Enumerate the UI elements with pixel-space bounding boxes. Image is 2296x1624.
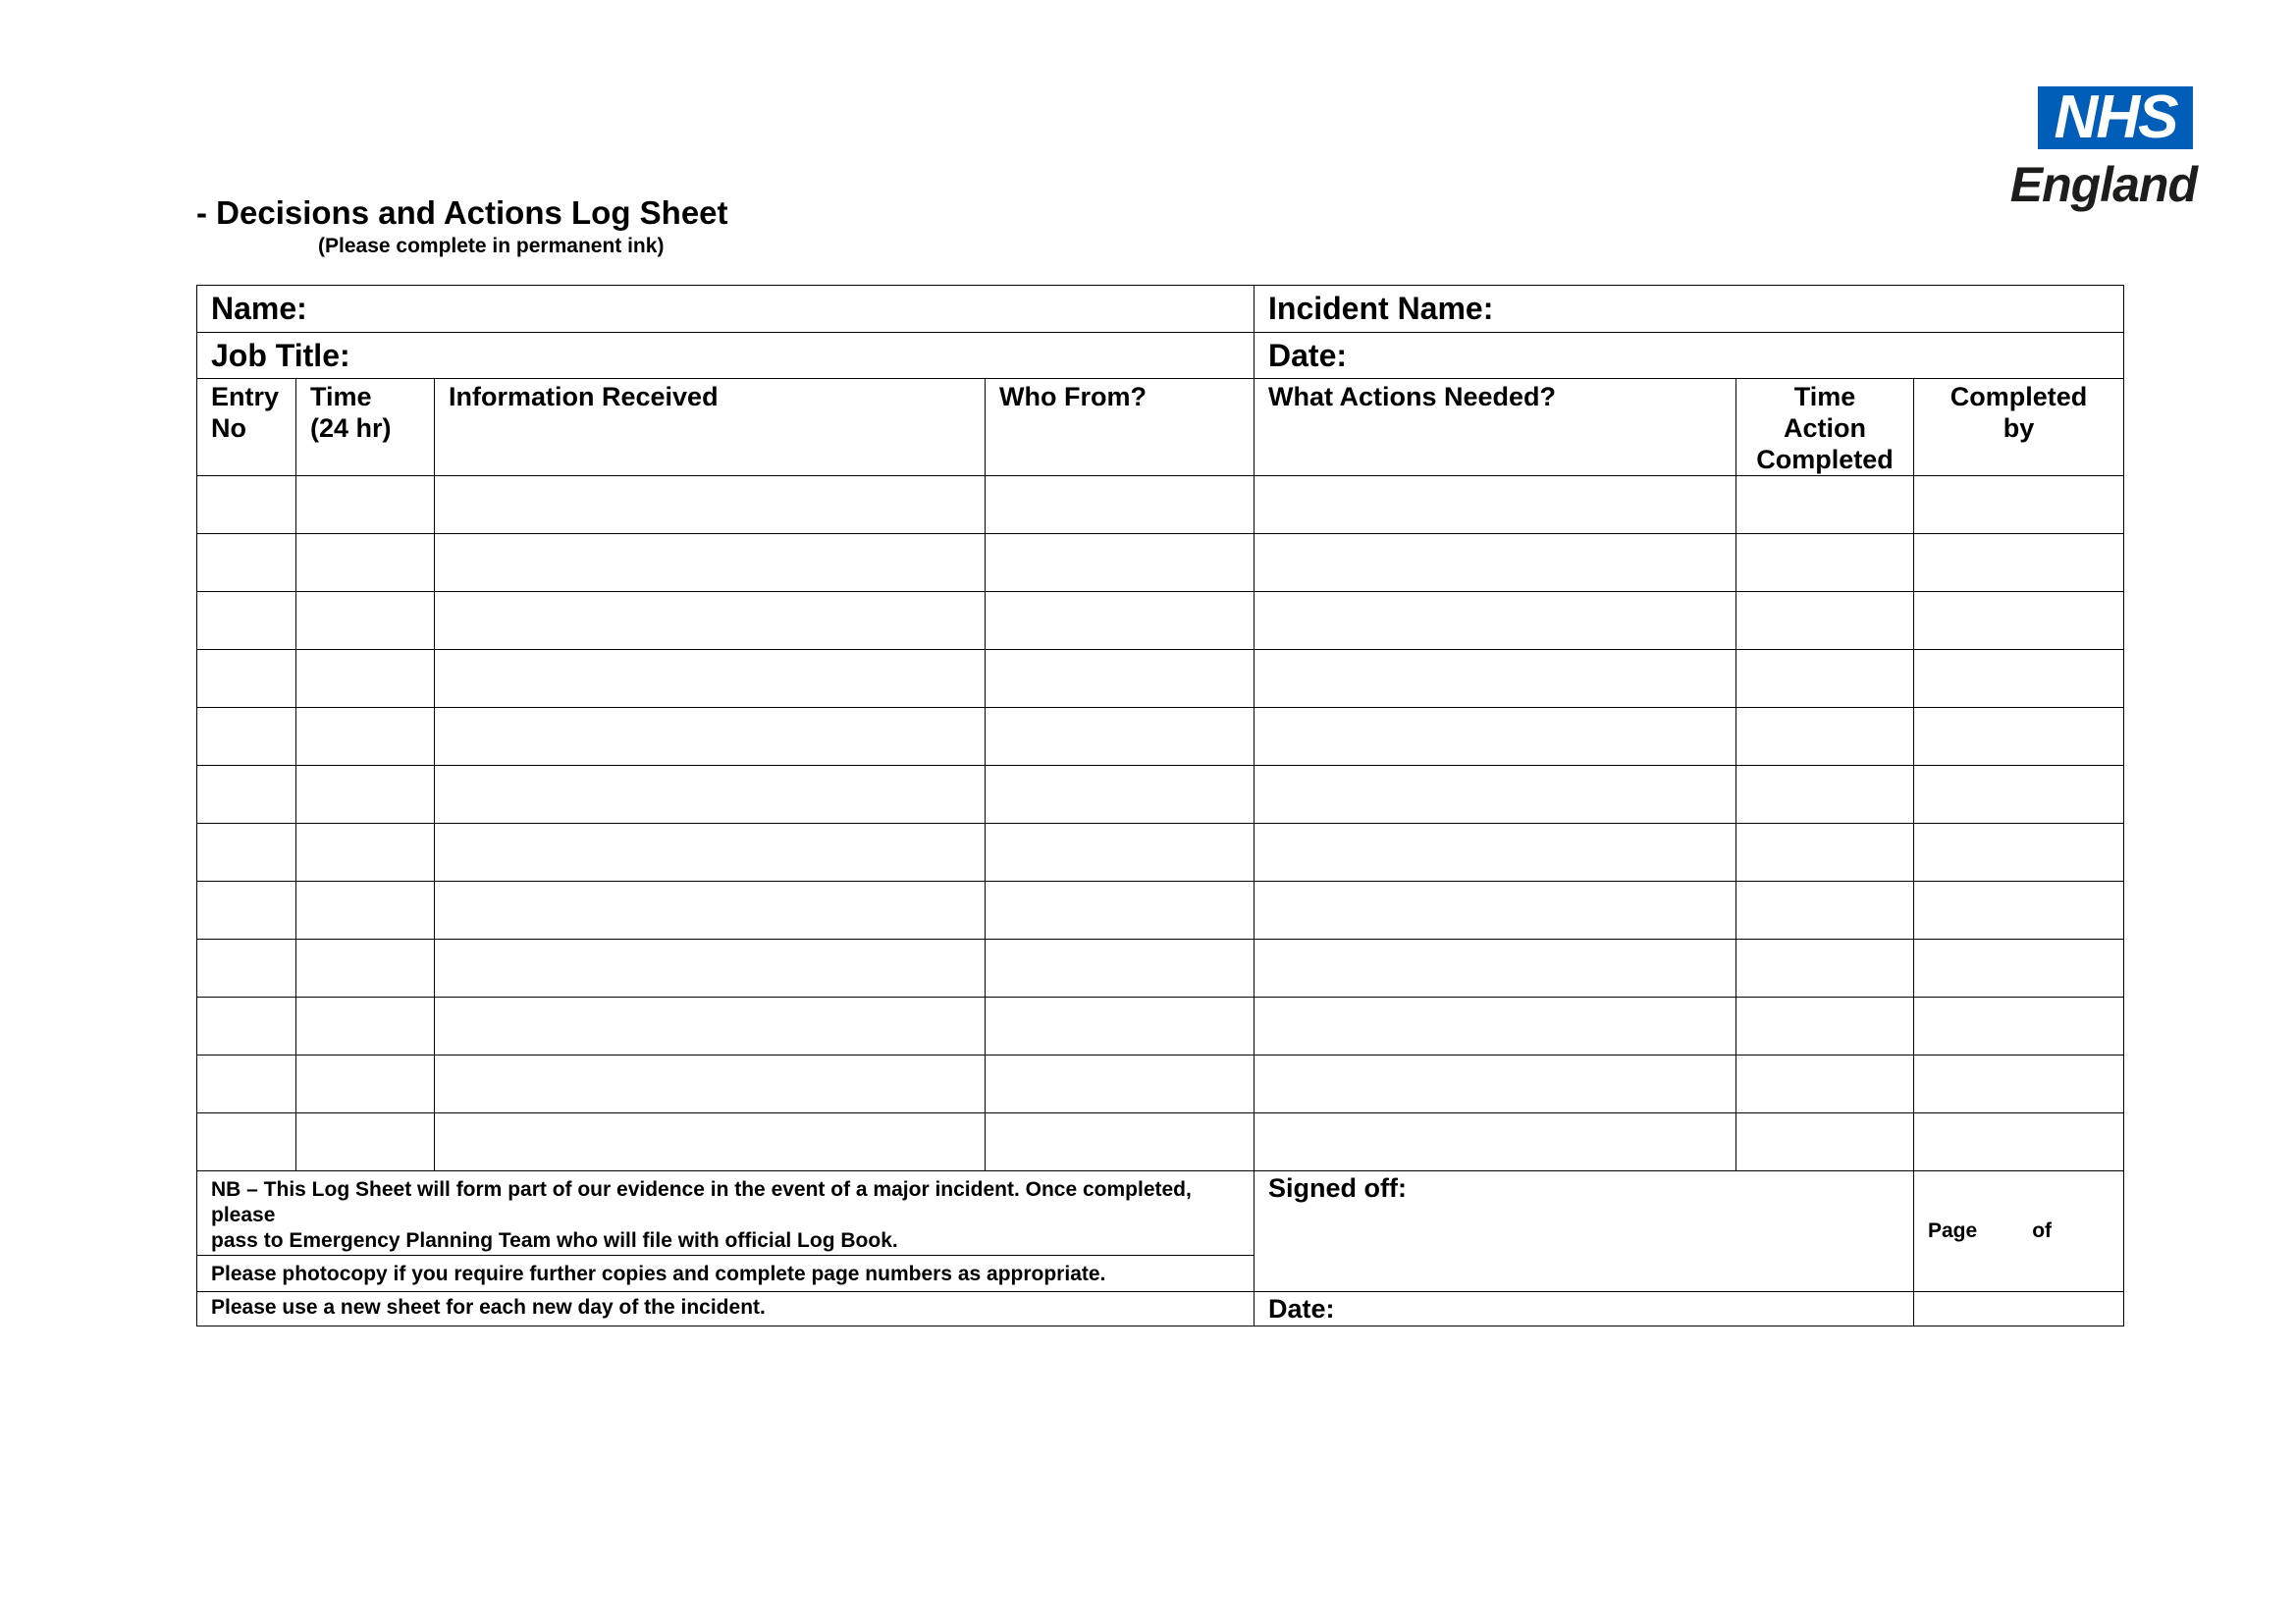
cell-time-action-completed[interactable] bbox=[1736, 708, 1914, 766]
cell-completed-by[interactable] bbox=[1914, 766, 2124, 824]
name-label: Name: bbox=[211, 291, 307, 326]
cell-actions-needed[interactable] bbox=[1255, 708, 1736, 766]
cell-completed-by[interactable] bbox=[1914, 708, 2124, 766]
cell-who-from[interactable] bbox=[986, 824, 1255, 882]
cell-completed-by[interactable] bbox=[1914, 998, 2124, 1056]
page-subtitle: (Please complete in permanent ink) bbox=[318, 235, 665, 257]
signoff-blank-cell[interactable] bbox=[1914, 1292, 2124, 1326]
cell-entry-no[interactable] bbox=[197, 592, 296, 650]
cell-who-from[interactable] bbox=[986, 708, 1255, 766]
table-row bbox=[197, 998, 2124, 1056]
cell-entry-no[interactable] bbox=[197, 476, 296, 534]
cell-completed-by[interactable] bbox=[1914, 476, 2124, 534]
cell-actions-needed[interactable] bbox=[1255, 534, 1736, 592]
cell-time[interactable] bbox=[296, 998, 435, 1056]
cell-time[interactable] bbox=[296, 650, 435, 708]
cell-actions-needed[interactable] bbox=[1255, 1113, 1736, 1171]
cell-time[interactable] bbox=[296, 592, 435, 650]
table-row bbox=[197, 650, 2124, 708]
cell-entry-no[interactable] bbox=[197, 534, 296, 592]
cell-information-received[interactable] bbox=[435, 766, 986, 824]
cell-information-received[interactable] bbox=[435, 998, 986, 1056]
cell-time[interactable] bbox=[296, 824, 435, 882]
signed-off-field[interactable] bbox=[1255, 1171, 1914, 1292]
name-field[interactable] bbox=[197, 286, 1255, 333]
cell-information-received[interactable] bbox=[435, 476, 986, 534]
cell-time[interactable] bbox=[296, 476, 435, 534]
of-label: of bbox=[2032, 1219, 2053, 1242]
cell-information-received[interactable] bbox=[435, 940, 986, 998]
incident-name-label: Incident Name: bbox=[1268, 291, 1494, 326]
job-title-field[interactable] bbox=[197, 333, 1255, 379]
cell-entry-no[interactable] bbox=[197, 882, 296, 940]
cell-actions-needed[interactable] bbox=[1255, 998, 1736, 1056]
cell-information-received[interactable] bbox=[435, 534, 986, 592]
col-header-information-received: Information Received bbox=[435, 379, 986, 476]
cell-completed-by[interactable] bbox=[1914, 592, 2124, 650]
cell-time-action-completed[interactable] bbox=[1736, 650, 1914, 708]
cell-information-received[interactable] bbox=[435, 592, 986, 650]
cell-actions-needed[interactable] bbox=[1255, 650, 1736, 708]
incident-name-field[interactable] bbox=[1255, 286, 2124, 333]
col-header-actions-needed: What Actions Needed? bbox=[1255, 379, 1736, 476]
date-field[interactable] bbox=[1255, 333, 2124, 379]
cell-actions-needed[interactable] bbox=[1255, 476, 1736, 534]
table-row bbox=[197, 1056, 2124, 1113]
cell-time[interactable] bbox=[296, 534, 435, 592]
cell-completed-by[interactable] bbox=[1914, 1056, 2124, 1113]
cell-completed-by[interactable] bbox=[1914, 824, 2124, 882]
cell-entry-no[interactable] bbox=[197, 708, 296, 766]
date-label: Date: bbox=[1268, 338, 1348, 373]
new-sheet-notice: Please use a new sheet for each new day of the incident. bbox=[197, 1292, 1255, 1326]
cell-completed-by[interactable] bbox=[1914, 1113, 2124, 1171]
cell-who-from[interactable] bbox=[986, 476, 1255, 534]
cell-time[interactable] bbox=[296, 708, 435, 766]
log-sheet-table bbox=[196, 285, 2124, 1326]
cell-information-received[interactable] bbox=[435, 1056, 986, 1113]
cell-who-from[interactable] bbox=[986, 766, 1255, 824]
entry-rows bbox=[197, 476, 2124, 1171]
cell-time-action-completed[interactable] bbox=[1736, 534, 1914, 592]
cell-time[interactable] bbox=[296, 1113, 435, 1171]
cell-who-from[interactable] bbox=[986, 1056, 1255, 1113]
cell-actions-needed[interactable] bbox=[1255, 940, 1736, 998]
cell-time[interactable] bbox=[296, 766, 435, 824]
table-row bbox=[197, 708, 2124, 766]
cell-who-from[interactable] bbox=[986, 650, 1255, 708]
cell-time[interactable] bbox=[296, 1056, 435, 1113]
signed-off-label: Signed off: bbox=[1268, 1173, 1407, 1203]
cell-time-action-completed[interactable] bbox=[1736, 940, 1914, 998]
table-row bbox=[197, 882, 2124, 940]
cell-entry-no[interactable] bbox=[197, 766, 296, 824]
cell-who-from[interactable] bbox=[986, 882, 1255, 940]
col-header-time-action-completed: Time Action Completed bbox=[1736, 379, 1914, 476]
table-row bbox=[197, 476, 2124, 534]
cell-entry-no[interactable] bbox=[197, 940, 296, 998]
cell-actions-needed[interactable] bbox=[1255, 766, 1736, 824]
page-number-field[interactable] bbox=[1914, 1171, 2124, 1292]
cell-time-action-completed[interactable] bbox=[1736, 1113, 1914, 1171]
cell-completed-by[interactable] bbox=[1914, 940, 2124, 998]
cell-entry-no[interactable] bbox=[197, 1113, 296, 1171]
cell-information-received[interactable] bbox=[435, 1113, 986, 1171]
table-row bbox=[197, 1113, 2124, 1171]
cell-who-from[interactable] bbox=[986, 592, 1255, 650]
cell-entry-no[interactable] bbox=[197, 998, 296, 1056]
nhs-logo-box: NHS bbox=[2038, 86, 2193, 149]
cell-information-received[interactable] bbox=[435, 882, 986, 940]
nb-notice: NB – This Log Sheet will form part of our evidence in the event of a major incident. Once completed, please pass to Emergency Planning Team who will file with official Log Book. bbox=[197, 1171, 1255, 1256]
cell-who-from[interactable] bbox=[986, 534, 1255, 592]
table-row bbox=[197, 766, 2124, 824]
cell-information-received[interactable] bbox=[435, 650, 986, 708]
cell-time-action-completed[interactable] bbox=[1736, 824, 1914, 882]
page-title: - Decisions and Actions Log Sheet bbox=[196, 194, 728, 231]
page-label: Page bbox=[1928, 1219, 1978, 1242]
cell-information-received[interactable] bbox=[435, 824, 986, 882]
column-header-row bbox=[197, 379, 2124, 476]
cell-who-from[interactable] bbox=[986, 1113, 1255, 1171]
col-header-who-from: Who From? bbox=[986, 379, 1255, 476]
cell-information-received[interactable] bbox=[435, 708, 986, 766]
cell-time[interactable] bbox=[296, 940, 435, 998]
cell-time-action-completed[interactable] bbox=[1736, 592, 1914, 650]
job-title-label: Job Title: bbox=[211, 338, 350, 373]
table-row bbox=[197, 824, 2124, 882]
cell-actions-needed[interactable] bbox=[1255, 824, 1736, 882]
cell-time-action-completed[interactable] bbox=[1736, 1056, 1914, 1113]
table-row bbox=[197, 940, 2124, 998]
cell-who-from[interactable] bbox=[986, 940, 1255, 998]
col-header-entry-no: Entry No bbox=[197, 379, 296, 476]
cell-time[interactable] bbox=[296, 882, 435, 940]
cell-time-action-completed[interactable] bbox=[1736, 998, 1914, 1056]
cell-who-from[interactable] bbox=[986, 998, 1255, 1056]
cell-actions-needed[interactable] bbox=[1255, 592, 1736, 650]
cell-time-action-completed[interactable] bbox=[1736, 766, 1914, 824]
col-header-time: Time (24 hr) bbox=[296, 379, 435, 476]
cell-time-action-completed[interactable] bbox=[1736, 882, 1914, 940]
cell-completed-by[interactable] bbox=[1914, 534, 2124, 592]
cell-actions-needed[interactable] bbox=[1255, 1056, 1736, 1113]
cell-time-action-completed[interactable] bbox=[1736, 476, 1914, 534]
cell-entry-no[interactable] bbox=[197, 1056, 296, 1113]
cell-completed-by[interactable] bbox=[1914, 650, 2124, 708]
photocopy-notice: Please photocopy if you require further copies and complete page numbers as appropriate. bbox=[197, 1256, 1255, 1292]
col-header-completed-by: Completed by bbox=[1914, 379, 2124, 476]
table-row bbox=[197, 592, 2124, 650]
cell-completed-by[interactable] bbox=[1914, 882, 2124, 940]
table-row bbox=[197, 534, 2124, 592]
cell-entry-no[interactable] bbox=[197, 824, 296, 882]
nhs-logo-country: England bbox=[2009, 157, 2197, 212]
signoff-date-field[interactable] bbox=[1255, 1292, 1914, 1326]
cell-entry-no[interactable] bbox=[197, 650, 296, 708]
cell-actions-needed[interactable] bbox=[1255, 882, 1736, 940]
signoff-date-label: Date: bbox=[1268, 1294, 1335, 1324]
